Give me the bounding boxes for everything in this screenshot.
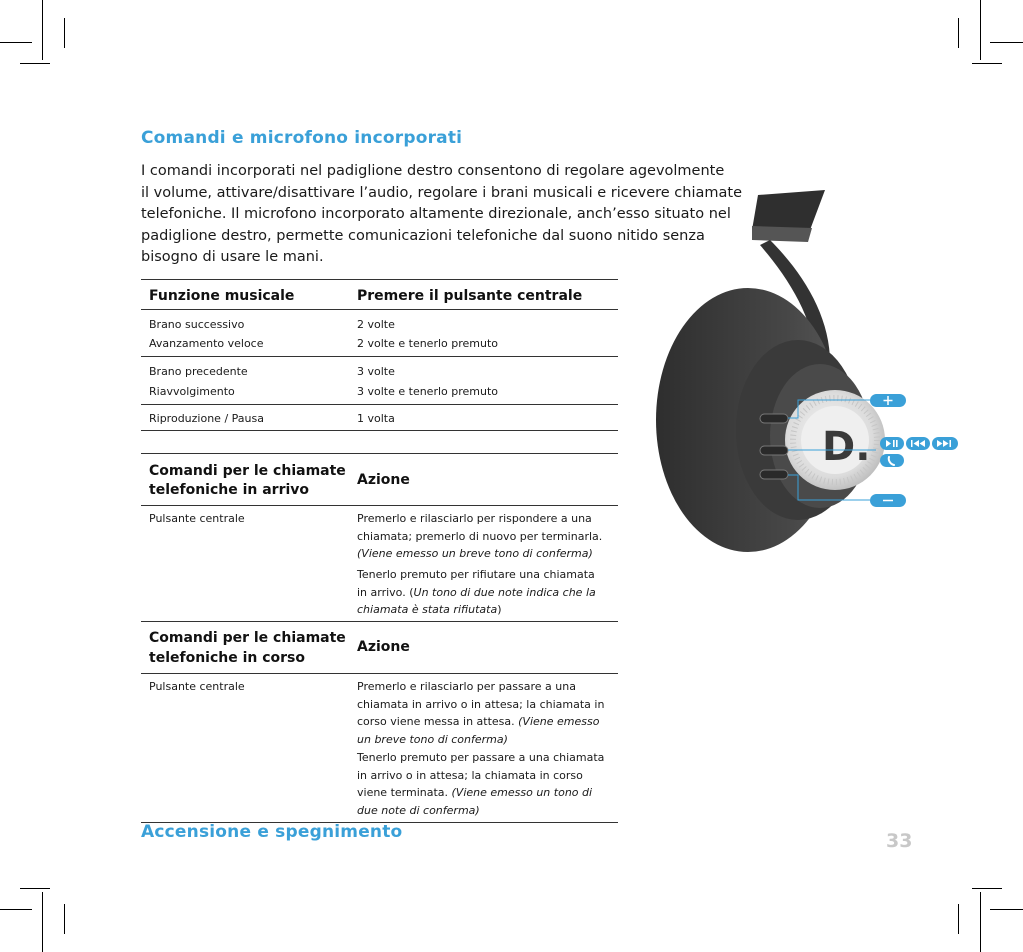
table-cell: 1 volta xyxy=(357,412,395,425)
action-text: Premerlo e rilasciarlo per rispondere a una chiamata; premerlo di nuovo per terminarla. xyxy=(357,512,603,543)
action-text: Tenerlo premuto per passare a una chiamata in arrivo o in attesa; la chiamata in corso viene terminata. xyxy=(357,751,605,799)
section-title: Comandi e microfono incorporati xyxy=(141,128,463,148)
action-text: Tenerlo premuto per rifiutare una chiamata in arrivo. ( xyxy=(357,568,595,599)
action-note: (Viene emesso un tono di due note di conferma) xyxy=(357,786,593,817)
action-text: ) xyxy=(497,603,502,616)
music-table-header-function: Funzione musicale xyxy=(149,288,295,304)
action-text: Premerlo e rilasciarlo per passare a una chiamata in arrivo o in attesa; la chiamata in corso viene messa in attesa. xyxy=(357,680,605,728)
ongoing-header-line2: telefoniche in corso xyxy=(149,650,306,666)
table-cell: 3 volte xyxy=(357,365,395,378)
incoming-header-action: Azione xyxy=(357,472,410,488)
incoming-header-line1: Comandi per le chiamate xyxy=(149,463,346,479)
minus-icon xyxy=(870,494,906,507)
ongoing-header-line1: Comandi per le chiamate xyxy=(149,630,346,646)
action-note: (Viene emesso un breve tono di conferma) xyxy=(357,547,593,560)
intro-line: il volume, attivare/disattivare l’audio, regolare i brani musicali e ricevere chiamate xyxy=(141,184,742,201)
headphone-illustration xyxy=(640,190,970,570)
volume-up-button xyxy=(760,414,788,423)
table-cell: Brano precedente xyxy=(149,365,248,378)
intro-line: I comandi incorporati nel padiglione destro consentono di regolare agevolmente xyxy=(141,163,725,179)
ongoing-action-2 xyxy=(357,749,607,819)
incoming-header-line2: telefoniche in arrivo xyxy=(149,482,310,498)
intro-line: padiglione destro, permette comunicazioni telefoniche dal suono nitido senza xyxy=(141,227,705,244)
incoming-action-1 xyxy=(357,510,607,563)
table-cell: Pulsante centrale xyxy=(149,512,245,525)
volume-down-button xyxy=(760,470,788,479)
table-cell: 3 volte e tenerlo premuto xyxy=(357,385,499,398)
table-cell: Pulsante centrale xyxy=(149,680,245,693)
center-button xyxy=(760,446,788,455)
intro-line: telefoniche. Il microfono incorporato altamente direzionale, anch’esso situato nel xyxy=(141,206,731,222)
action-note: (Viene emesso un breve tono di conferma) xyxy=(357,715,600,746)
earcup-plate xyxy=(785,390,885,490)
page-number: 33 xyxy=(886,830,913,852)
music-table-header-action: Premere il pulsante centrale xyxy=(357,288,583,304)
table-cell: Riproduzione / Pausa xyxy=(149,412,264,425)
headband-slider xyxy=(752,226,812,242)
table-cell: Brano successivo xyxy=(149,318,245,331)
intro-line: bisogno di usare le mani. xyxy=(141,249,324,265)
brand-logo: D. xyxy=(822,424,871,470)
ongoing-action-1 xyxy=(357,678,607,748)
table-cell: 2 volte e tenerlo premuto xyxy=(357,337,499,350)
table-cell: 2 volte xyxy=(357,318,395,331)
headband xyxy=(752,190,825,230)
table-cell: Avanzamento veloce xyxy=(149,337,264,350)
section-title-2: Accensione e spegnimento xyxy=(141,822,403,842)
plus-icon xyxy=(870,394,906,407)
play-pause-icon xyxy=(880,437,904,450)
previous-track-icon xyxy=(906,437,930,450)
ongoing-header-action: Azione xyxy=(357,639,410,655)
phone-icon xyxy=(880,454,904,467)
table-cell: Riavvolgimento xyxy=(149,385,235,398)
incoming-action-2 xyxy=(357,566,607,619)
intro-paragraph xyxy=(141,161,742,269)
action-note: Un tono di due note indica che la chiamata è stata rifiutata xyxy=(357,585,596,616)
next-track-icon xyxy=(932,437,958,450)
